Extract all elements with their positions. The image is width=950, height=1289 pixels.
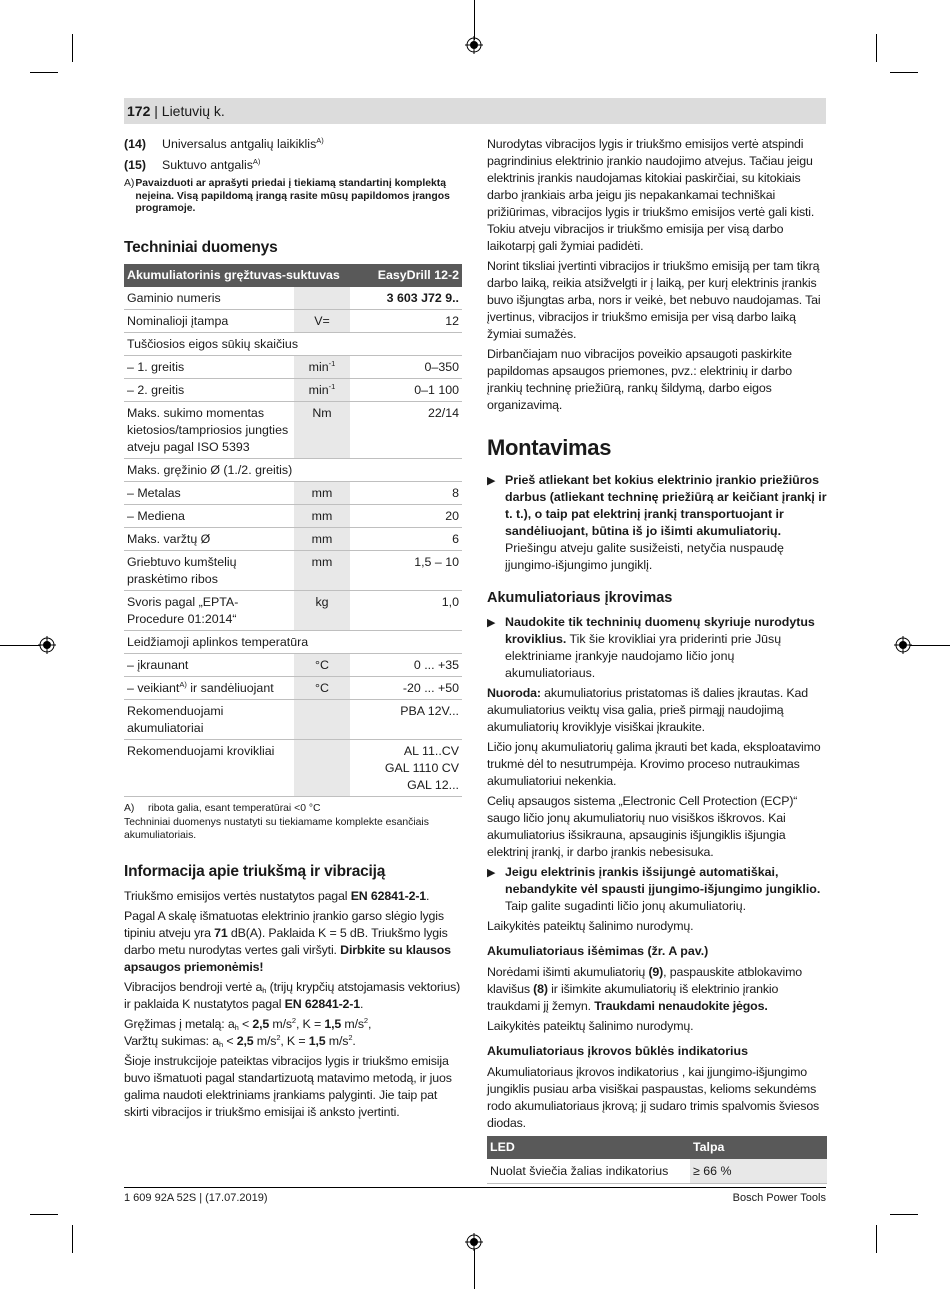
table-row <box>124 739 462 796</box>
table-cell-value: 0–350 <box>350 355 462 378</box>
table-cell-unit: $\min^{-1}$ <box>294 378 350 401</box>
table-cell-unit: mm <box>294 527 350 550</box>
warning-bullet: ▶ Jeigu elektrinis įrankis išsijungė automatiškai, nebandykite vėl spausti įjungimo-išjungimo jungiklio. Taip galite sugadinti ličio jonų akumuliatorių. <box>487 865 821 913</box>
charging-paragraph: Ličio jonų akumuliatorių galima įkrauti bet kada, eksploatavimo trukmė dėl to nesutrumpėja. Krovimo proceso nutraukimas akumuliatoriui nekenkia. <box>487 740 821 788</box>
table-row <box>124 550 462 590</box>
table-cell-group: Maks. gręžinio Ø (1./2. greitis) <box>124 458 462 481</box>
spec-table-header-model: EasyDrill 12-2 <box>350 264 462 287</box>
footer-brand: Bosch Power Tools <box>732 1192 826 1204</box>
noise-paragraph: Triukšmo emisijos vertės nustatytos pagal EN 62841-2-1. <box>124 889 430 903</box>
table-cell-value: 22/14 <box>350 401 462 458</box>
led-table <box>487 1136 827 1184</box>
table-cell-value: 12 <box>350 309 462 332</box>
table-row <box>124 287 462 310</box>
page-header: 172 | Lietuvių k. <box>127 103 225 119</box>
table-cell-unit: mm <box>294 504 350 527</box>
vibration-screw: Varžtų sukimas: $a_h < 2,5$ $m/s^2$, K = 1,5 $m/s^2$. <box>124 1033 356 1049</box>
crop-mark <box>910 645 950 646</box>
table-cell-value: 1,0 <box>350 590 462 630</box>
bullet-triangle-icon: ▶ <box>487 475 496 487</box>
registration-mark-icon <box>38 636 56 654</box>
accessories-footnote: A) Pavaizduoti ar aprašyti priedai į tiekiamą standartinį komplektą neįeina. Visą papildomą įrangą rasite mūsų papildomos įrangos programoje. <box>124 178 450 214</box>
table-row <box>124 378 462 401</box>
noise-paragraph: Šioje instrukcijoje pateiktas vibracijos lygis ir triukšmo emisija buvo išmatuoti pagal standartizuotą matavimo metodą, ir juos galima naudoti elektriniams įrankiams palyginti. Jie taip pat skirti vibracijos ir triukšmo emisijai iš anksto įvertinti. <box>124 1054 452 1119</box>
table-row <box>124 527 462 550</box>
right-column <box>487 136 827 1184</box>
table-cell-label: – Mediena <box>124 504 294 527</box>
table-cell-unit <box>294 739 350 796</box>
table-cell-value: PBA 12V... <box>350 699 462 739</box>
table-cell-label: Rekomenduojami krovikliai <box>124 739 294 796</box>
table-cell-label: – įkraunant <box>124 653 294 676</box>
table-cell-label: Nominalioji įtampa <box>124 309 294 332</box>
table-cell-unit: $\min^{-1}$ <box>294 355 350 378</box>
table-cell-unit: °C <box>294 653 350 676</box>
tech-data-heading: Techniniai duomenys <box>124 238 278 256</box>
ecp-paragraph: Celių apsaugos sistema „Electronic Cell Protection (ECP)“ saugo ličio jonų akumuliatorių nuo visiškos iškrovos. Kai akumuliatorius išsikrauna, apsauginis išjungiklis išjungia elektrinį įrankį, ir darbo įrankis nebesisuka. <box>487 794 798 859</box>
table-row <box>124 653 462 676</box>
crop-mark <box>876 34 877 62</box>
table-cell-label: Maks. varžtų Ø <box>124 527 294 550</box>
crop-mark <box>0 645 40 646</box>
table-cell-unit: °C <box>294 676 350 699</box>
table-note-a: A) ribota galia, esant temperatūrai <0 °C <box>124 802 321 814</box>
table-cell-value: 3 603 J72 9.. <box>350 287 462 310</box>
registration-mark-icon <box>465 36 483 54</box>
table-row <box>124 590 462 630</box>
table-cell-group: Leidžiamoji aplinkos temperatūra <box>124 630 462 653</box>
vibration-paragraph: Nurodytas vibracijos lygis ir triukšmo emisijos vertė atspindi pagrindinius elektrinio įrankio naudojimo atvejus. Tačiau jeigu elektrinis įrankis naudojamas kitokiai paskirčiai, su kitokiais darbo įrankiais arba jeigu jis nepakankamai techniškai prižiūrimas, vibracijos lygis ir triukšmo emisijos vertė gali kisti. Tokiu atveju vibracijos ir triukšmo emisija per visą darbo laikotarpį gali žymiai padidėti. <box>487 137 815 253</box>
table-cell-unit: Nm <box>294 401 350 458</box>
table-cell-group: Tuščiosios eigos sūkių skaičius <box>124 332 462 355</box>
table-cell-value: 20 <box>350 504 462 527</box>
removal-paragraph: Norėdami išimti akumuliatorių (9), paspauskite atblokavimo klavišus (8) ir išimkite akumuliatorių iš elektrinio įrankio traukdami jį žemyn. Traukdami nenaudokite jėgos. <box>487 965 802 1013</box>
crop-mark <box>890 1214 918 1215</box>
disposal-note: Laikykitės pateiktų šalinimo nurodymų. <box>487 1019 694 1033</box>
noise-heading: Informacija apie triukšmą ir vibraciją <box>124 863 386 880</box>
vibration-paragraph: Norint tiksliai įvertinti vibracijos ir triukšmo emisiją per tam tikrą darbo laiką, reikia atsižvelgti ir į laiką, per kurį elektrinis įrankis buvo išjungtas arba, nors ir veikė, bet nebuvo naudojamas. Tai įvertinus, vibracijos ir triukšmo emisija per visą darbo laiką žymiai sumažės. <box>487 259 821 341</box>
table-row <box>124 676 462 699</box>
table-cell-label: Svoris pagal „EPTA-Procedure 01:2014“ <box>124 590 294 630</box>
list-item: (14) Universalus antgalių laikiklis$^{A)}$ <box>124 136 324 151</box>
indicator-heading: Akumuliatoriaus įkrovos būklės indikatorius <box>487 1044 748 1058</box>
led-table-header-led: LED <box>487 1136 690 1159</box>
page-header-bar <box>124 98 826 124</box>
table-row <box>124 458 462 481</box>
table-cell-value: 8 <box>350 481 462 504</box>
table-row <box>124 401 462 458</box>
noise-paragraph: Pagal A skalę išmatuotas elektrinio įrankio garso slėgio lygis tipiniu atveju yra 71 dB(A). Paklaida K = 5 dB. Triukšmo lygis darbo metu nurodytas vertes gali viršyti. Dirbkite su klausos apsaugos priemonėmis! <box>124 909 451 974</box>
page-language: Lietuvių k. <box>161 103 225 119</box>
table-cell-unit: mm <box>294 550 350 590</box>
table-cell-label: Rekomenduojami akumuliatoriai <box>124 699 294 739</box>
led-table-header-capacity: Talpa <box>690 1136 827 1159</box>
mounting-heading: Montavimas <box>487 435 612 460</box>
crop-mark <box>474 0 475 40</box>
crop-mark <box>72 34 73 62</box>
table-cell-label: Gaminio numeris <box>124 287 294 310</box>
noise-paragraph: Vibracijos bendroji vertė $a_h$ (trijų krypčių atstojamasis vektorius) ir paklaida K nustatytos pagal EN 62841-2-1. <box>124 980 461 1011</box>
note-paragraph: Nuoroda: akumuliatorius pristatomas iš dalies įkrautas. Kad akumuliatorius veiktų visa galia, prieš pirmąjį naudojimą akumuliatorių kroviklyje visiškai įkraukite. <box>487 686 809 734</box>
crop-mark <box>30 1214 58 1215</box>
indicator-paragraph: Akumuliatoriaus įkrovos indikatorius , kai įjungimo-išjungimo jungiklis pusiau arba visiškai paspaustas, kelioms sekundėms rodo akumuliatoriaus įkrovą; jį sudaro trimis spalvomis šviesos diodas. <box>487 1065 820 1130</box>
vibration-paragraph: Dirbančiajam nuo vibracijos poveikio apsaugoti paskirkite papildomas apsaugos priemones, pvz.: elektrinių ir darbo įrankių techninę priežiūrą, rankų šildymą, darbo eigos organizavimą. <box>487 347 792 412</box>
table-cell-value: 0–1 100 <box>350 378 462 401</box>
table-note-b: Techniniai duomenys nustatyti su tiekiamame komplekte esančiais akumuliatoriais. <box>124 817 429 841</box>
list-item: (15) Suktuvo antgalis$^{A)}$ <box>124 157 261 172</box>
removal-heading: Akumuliatoriaus išėmimas (žr. A pav.) <box>487 944 709 958</box>
warning-bullet: ▶ Prieš atliekant bet kokius elektrinio įrankio priežiūros darbus (atliekant techninę priežiūrą ar keičiant įrankį ir t. t.), o taip pat elektrinį įrankį transportuojant ir sandėliuojant, būtina iš jo išimti akumuliatorių. Priešingu atveju galite susižeisti, netyčia nuspaudę įjungimo-išjungimo jungiklį. <box>487 473 827 572</box>
table-cell-label: Maks. sukimo momentas kietosios/tampriosios jungties atveju pagal ISO 5393 <box>124 401 294 458</box>
table-cell-unit: kg <box>294 590 350 630</box>
table-cell-label: – 2. greitis <box>124 378 294 401</box>
crop-mark <box>890 72 918 73</box>
warning-bullet: ▶ Naudokite tik techninių duomenų skyriuje nurodytus kroviklius. Tik šie krovikliai yra priderinti prie Jūsų elektriniame įrankyje naudojamo ličio jonų akumuliatoriaus. <box>487 615 815 680</box>
vibration-metal: Gręžimas į metalą: $a_h < 2,5$ $m/s^2$, K = 1,5 $m/s^2$, <box>124 1016 372 1032</box>
table-row: Nuolat šviečia žalias indikatorius ≥ 66 % <box>487 1159 827 1184</box>
crop-mark <box>72 1225 73 1253</box>
registration-mark-icon <box>465 1233 483 1251</box>
table-cell-unit <box>294 699 350 739</box>
table-cell-value: 6 <box>350 527 462 550</box>
table-row <box>124 309 462 332</box>
table-cell-value: 1,5 – 10 <box>350 550 462 590</box>
table-row <box>124 504 462 527</box>
crop-mark <box>876 1225 877 1253</box>
registration-mark-icon <box>894 636 912 654</box>
table-cell-label: – Metalas <box>124 481 294 504</box>
crop-mark <box>30 72 58 73</box>
footer-rule <box>124 1187 826 1188</box>
bullet-triangle-icon: ▶ <box>487 867 496 879</box>
disposal-note: Laikykitės pateiktų šalinimo nurodymų. <box>487 919 694 933</box>
table-cell-unit: mm <box>294 481 350 504</box>
table-cell-unit: V= <box>294 309 350 332</box>
table-cell-label: – veikiant$^{A)}$ ir sandėliuojant <box>124 676 294 699</box>
table-cell-value: AL 11..CV GAL 1110 CV GAL 12... <box>350 739 462 796</box>
table-cell-label: – 1. greitis <box>124 355 294 378</box>
left-column <box>124 136 462 1124</box>
spec-table-header-label: Akumuliatorinis gręžtuvas-suktuvas <box>124 264 350 287</box>
bullet-triangle-icon: ▶ <box>487 617 496 629</box>
table-row <box>124 355 462 378</box>
table-row <box>124 332 462 355</box>
table-cell-value: -20 ... +50 <box>350 676 462 699</box>
footer-doc-number: 1 609 92A 52S | (17.07.2019) <box>124 1192 268 1204</box>
table-cell-label: Griebtuvo kumštelių praskėtimo ribos <box>124 550 294 590</box>
table-row <box>124 630 462 653</box>
crop-mark <box>474 1249 475 1289</box>
spec-table <box>124 264 462 797</box>
charging-heading: Akumuliatoriaus įkrovimas <box>487 590 673 606</box>
table-cell-value: 0 ... +35 <box>350 653 462 676</box>
table-row <box>124 481 462 504</box>
table-row <box>124 699 462 739</box>
table-cell-unit <box>294 287 350 310</box>
page-number: 172 <box>127 103 151 119</box>
